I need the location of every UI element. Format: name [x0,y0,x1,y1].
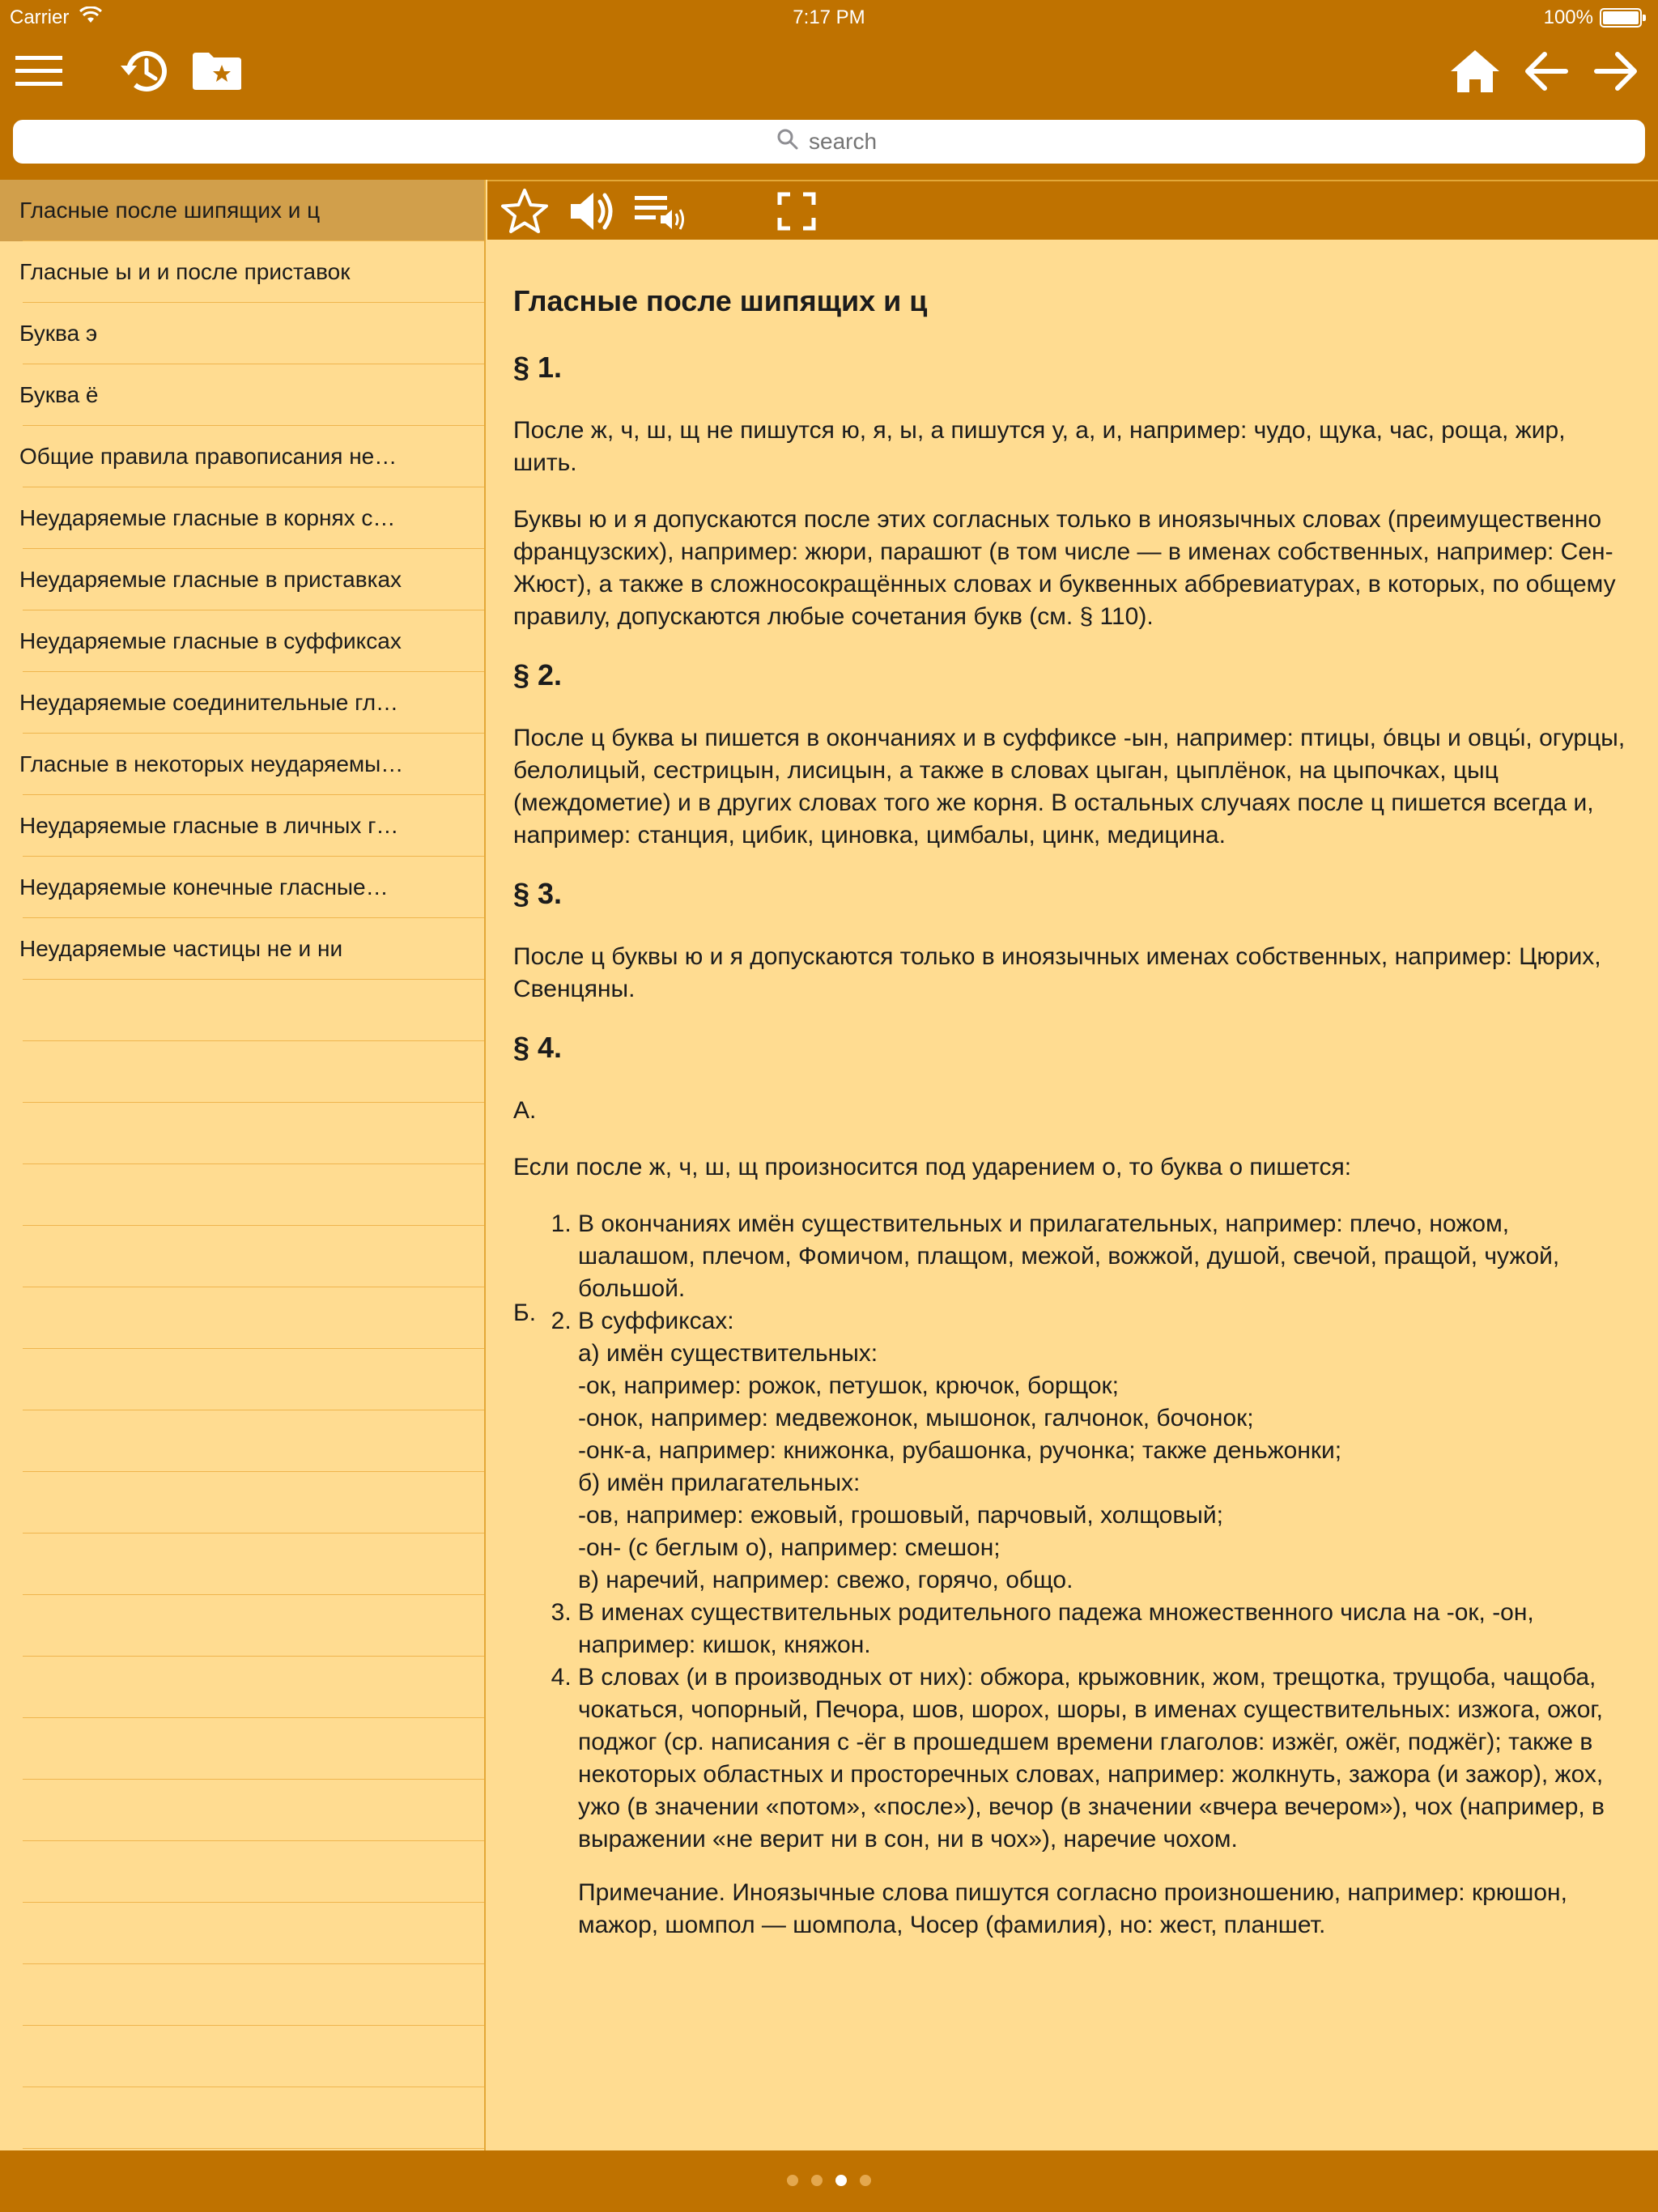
section-heading: § 3. [513,877,563,910]
list-line: -ок, например: рожок, петушок, крючок, борщок; [578,1372,1120,1399]
note-paragraph: Примечание. Иноязычные слова пишутся согласно произношению, например: крюшон, мажор, шомпол — шомпола, Чосер (фамилия), но: жест, планшет. [578,1879,1567,1938]
list-line: -он- (с беглым о), например: смешон; [578,1534,1001,1561]
top-navigation-bar [0,0,1658,180]
sidebar-item[interactable]: Буква э [0,303,484,364]
empty-row [23,1841,484,1903]
list-line: б) имён прилагательных: [578,1470,861,1496]
history-icon[interactable] [113,40,175,102]
empty-row [23,1964,484,2026]
empty-row [23,1041,484,1103]
section-heading: § 4. [513,1031,563,1064]
carrier-label: Carrier [10,6,70,28]
page-dot[interactable] [860,2175,871,2186]
menu-icon[interactable] [8,40,70,102]
bottom-bar [0,2150,1658,2212]
back-arrow-icon[interactable] [1516,40,1577,102]
paragraph: Буквы ю и я допускаются после этих согласных только в иноязычных словах (преимущественно французских), например: жюри, парашют (в том числе — в именах собственных, например: Сен-Жюст), а также в сложносокращённых словах и буквенных аббревиатурах, в которых, по общему правилу, допускаются любые сочетания букв (см. § 110). [513,506,1616,630]
sidebar-item[interactable]: Общие правила правописания не… [0,426,484,487]
section-heading: § 1. [513,351,563,384]
empty-row [23,1534,484,1595]
empty-row [23,2087,484,2149]
list-item [578,1305,1632,1597]
sidebar-item[interactable]: Неударяемые частицы не и ни [0,918,484,980]
list-line: В суффиксах: [578,1308,734,1334]
paragraph: Если после ж, ч, ш, щ произносится под ударением о, то буква о пишется: [513,1154,1352,1180]
rule-list [578,1208,1632,1856]
search-input[interactable] [809,129,882,155]
empty-row [23,1226,484,1287]
list-item: 4. В словах (и в производных от них): обжора, крыжовник, жом, трещотка, трущоба, чащоба, чокаться, чопорный, Печора, шов, шорох, шоры, в именах существительных: изжога, ожог, поджог (ср. написания с -ёг в прошедшем времени глаголов: изжёг, ожёг, поджёг); также в некоторых областных и просторечных словах, например: жолкнуть, зажора (и зажор), жох, ужо (в значении «потом», «после»), вечор (в значении «вчера вечером»), чох (например, в выражении «не верит ни в сон, ни в чох»), наречие чохом. [578,1661,1632,1856]
empty-row [23,1472,484,1534]
speaker-icon[interactable] [567,186,619,236]
empty-row [23,1287,484,1349]
empty-row [23,1718,484,1780]
forward-arrow-icon[interactable] [1585,40,1647,102]
home-icon[interactable] [1444,40,1506,102]
empty-row [23,1780,484,1841]
sidebar-item[interactable]: Неударяемые гласные в корнях с… [0,487,484,549]
star-icon[interactable] [499,186,551,236]
sidebar-item[interactable]: Неударяемые соединительные гл… [0,672,484,734]
bookmarks-folder-icon[interactable] [186,40,248,102]
list-line: -онок, например: медвежонок, мышонок, галчонок, бочонок; [578,1405,1254,1431]
search-bar[interactable] [13,120,1645,164]
battery-icon [1600,8,1642,28]
empty-row [23,980,484,1041]
battery-percent: 100% [1543,6,1593,28]
sidebar-item[interactable]: Неударяемые гласные в суффиксах [0,610,484,672]
search-icon [776,128,799,156]
list-line: -ов, например: ежовый, грошовый, парчовый, холщовый; [578,1502,1223,1529]
sidebar-item[interactable]: Неударяемые гласные в приставках [0,549,484,610]
read-aloud-list-icon[interactable] [635,186,687,236]
clock: 7:17 PM [793,6,865,28]
section-heading: § 2. [513,658,563,691]
page-indicator[interactable] [0,2175,1658,2186]
paragraph: После ц буква ы пишется в окончаниях и в суффиксе -ын, например: птицы, о́вцы и овцы́, огурцы, белолицый, сестрицын, лисицын, а также в словах цыган, цыплёнок, на цыпочках, цыц (междометие) и в других словах того же корня. В остальных случаях после ц пишется всегда и, например: станция, цибик, циновка, цимбалы, цинк, медицина. [513,725,1626,849]
empty-row [23,1657,484,1718]
empty-row [23,1349,484,1410]
page-dot-active[interactable] [835,2175,847,2186]
topics-sidebar [0,180,486,2150]
status-bar [0,0,1658,34]
sidebar-item[interactable]: Гласные ы и и после приставок [0,241,484,303]
sidebar-item[interactable]: Гласные после шипящих и ц [0,180,484,241]
empty-row [23,1164,484,1226]
list-item: 3. В именах существительных родительного падежа множественного числа на -ок, -он, например: кишок, княжон. [578,1597,1632,1661]
fullscreen-icon[interactable] [771,186,823,236]
paragraph: После ж, ч, ш, щ не пишутся ю, я, ы, а пишутся у, а, и, например: чудо, щука, час, роща, жир, шить. [513,417,1566,476]
article-toolbar [487,180,1658,240]
subsection-letter: Б. [513,1300,537,1326]
empty-row [23,1903,484,1964]
page-dot[interactable] [811,2175,823,2186]
empty-row [23,1103,484,1164]
list-item: 1. В окончаниях имён существительных и прилагательных, например: плечо, ножом, шалашом, плечом, Фомичом, плащом, межой, вожжой, душой, свечой, пращой, чужой, большой. [578,1208,1632,1305]
empty-row [23,1410,484,1472]
sidebar-item[interactable]: Неударяемые конечные гласные… [0,857,484,918]
subsection-letter: А. [513,1097,537,1124]
paragraph: После ц буквы ю и я допускаются только в иноязычных именах собственных, например: Цюрих, Свенцяны. [513,943,1601,1002]
list-line: в) наречий, например: свежо, горячо, общо. [578,1567,1073,1593]
sidebar-item[interactable]: Буква ё [0,364,484,426]
empty-row [23,1595,484,1657]
sidebar-item[interactable]: Гласные в некоторых неударяемы… [0,734,484,795]
list-line: а) имён существительных: [578,1340,878,1367]
article-content [487,240,1658,2150]
sidebar-item[interactable]: Неударяемые гласные в личных г… [0,795,484,857]
empty-row [23,2026,484,2087]
page-dot[interactable] [787,2175,798,2186]
list-line: -онк-а, например: книжонка, рубашонка, ручонка; также деньжонки; [578,1437,1342,1464]
article-title: Гласные после шипящих и ц [513,284,928,317]
